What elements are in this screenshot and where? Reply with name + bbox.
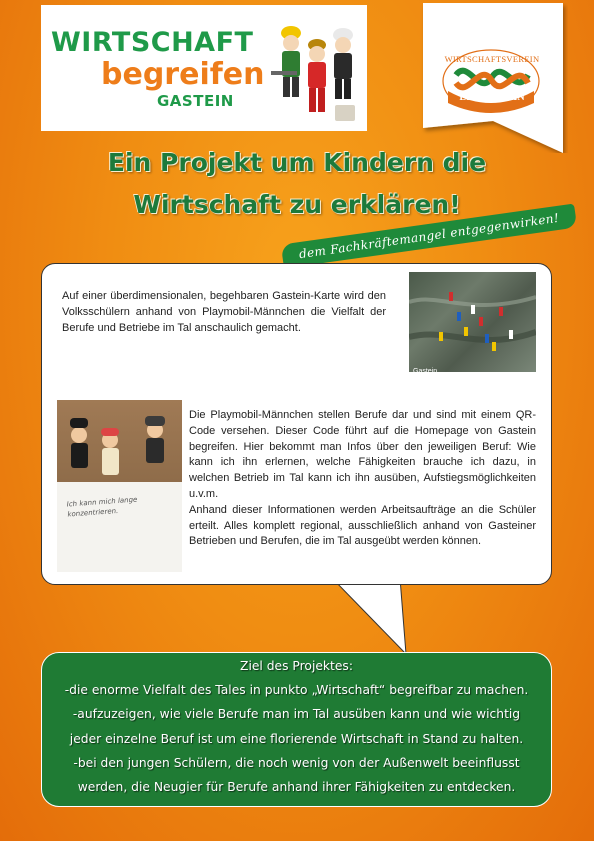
intro-paragraph: Auf einer überdimensionalen, begehbaren Gastein-Karte wird den Volksschülern anhand von Playmobil-Männchen die Vielfalt der Berufe und Betriebe im Tal anschaulich gemacht.: [62, 290, 386, 334]
goals-box: [41, 652, 552, 807]
logo-text-wirtschaft: WIRTSCHAFT: [51, 27, 254, 58]
content-box: [41, 263, 552, 585]
logo-wirtschaft-begreifen: [41, 5, 367, 131]
logo-text-gastein: GASTEIN: [157, 92, 234, 110]
goals-line: -bei den jungen Schülern, die noch wenig von der Außenwelt beeinflusst: [73, 755, 520, 770]
toys-card: [57, 482, 182, 572]
playmobil-photo: [57, 400, 182, 572]
logo-text-begreifen: begreifen: [101, 57, 265, 92]
verein-text-bottom: EIN GASTEIN: [459, 92, 525, 103]
map-photo-image: [409, 272, 536, 372]
toys-card-text: Ich kann mich lange konzentrieren.: [66, 495, 138, 519]
details-paragraph: [189, 408, 536, 550]
slogan-ribbon: dem Fachkräftemangel entgegenwirken!: [281, 204, 577, 269]
goals-line: jeder einzelne Beruf ist um eine florierende Wirtschaft in Stand zu halten.: [69, 731, 524, 746]
goals-title: Ziel des Projektes:: [240, 659, 353, 673]
map-photo: [409, 272, 536, 372]
wirtschaftsverein-logo: [418, 3, 568, 153]
goals-line: -aufzuzeigen, wie viele Berufe man im Tal ausüben kann und wie wichtig: [72, 707, 521, 722]
goals-line: werden, die Neugier für Berufe anhand ihrer Fähigkeiten zu entdecken.: [77, 780, 516, 795]
verein-text-top: WIRTSCHAFTSVEREIN: [444, 54, 540, 64]
goals-line: -die enorme Vielfalt des Tales in punkto „Wirtschaft“ begreifbar zu machen.: [64, 683, 529, 698]
playmobil-figures-icon: [269, 19, 361, 125]
page-title-line-1: Ein Projekt um Kindern die: [107, 148, 487, 177]
details-paragraph-1: Die Playmobil-Männchen stellen Berufe dar und sind mit einem QR-Code versehen. Dieser Code führt auf die Homepage von Gastein begreifen. Hier bekommt man Infos über den jeweiligen Beruf: Wie kann ich ihn erlernen, welche Fähigkeiten brauche ich dazu, in welchen Betrieb im Tal kann ich ihn ausüben, Aufstiegsmöglichkeiten u.v.m.: [189, 409, 536, 500]
speech-bubble-tail-icon: [330, 578, 410, 658]
page-title-line-2: Wirtschaft zu erklären!: [133, 190, 461, 219]
details-paragraph-2: Anhand dieser Informationen werden Arbeitsaufträge an die Schüler erteilt. Alles komplett regional, ausschließlich anhand von Gasteiner Betrieben und Berufen, die im Tal ausgeübt werden können.: [189, 503, 536, 548]
map-photo-label: Gastein: [413, 368, 438, 372]
playmobil-photo-image: [57, 400, 182, 490]
